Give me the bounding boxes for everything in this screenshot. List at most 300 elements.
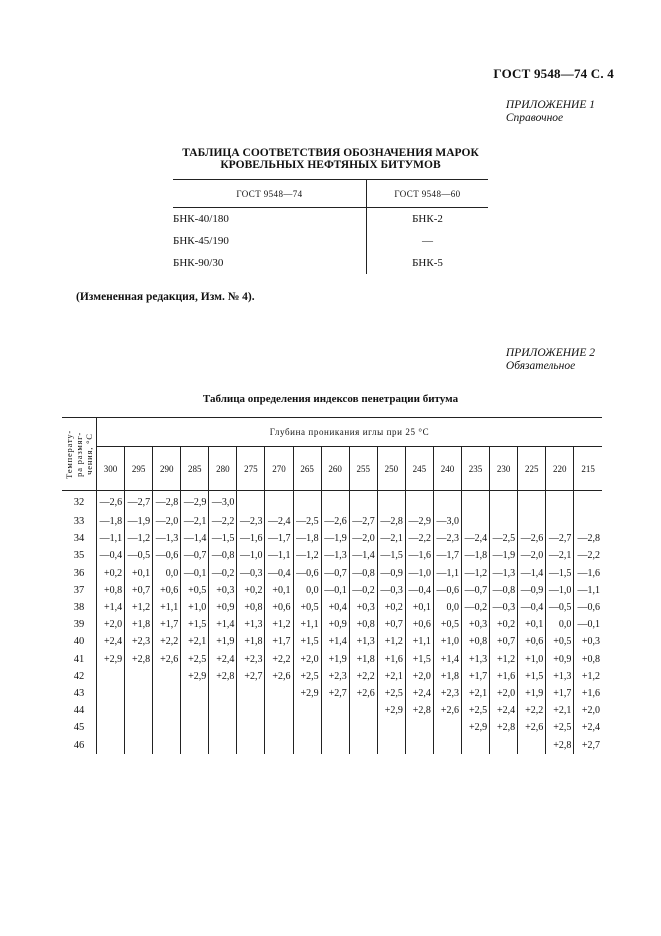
index-cell: +2,8 [546,736,574,753]
index-cell [518,736,546,753]
temperature-cell: 38 [62,599,97,616]
index-cell: +1,9 [209,633,237,650]
index-cell: +2,5 [377,685,405,702]
index-cell: —1,9 [490,547,518,564]
index-cell [209,719,237,736]
index-cell: 0,0 [433,599,461,616]
index-cell [349,491,377,514]
index-cell: +1,5 [405,651,433,668]
index-cell [97,719,125,736]
index-cell: —1,4 [181,530,209,547]
index-cell [237,702,265,719]
index-cell: +0,6 [265,599,293,616]
index-cell [293,491,321,514]
index-cell: +2,5 [546,719,574,736]
index-cell: —0,5 [125,547,153,564]
index-cell: —1,8 [97,513,125,530]
index-cell: +1,4 [97,599,125,616]
index-cell: —1,5 [209,530,237,547]
depth-column-header: 240 [433,447,461,491]
index-cell: +2,8 [490,719,518,736]
index-cell: +0,8 [237,599,265,616]
index-cell [153,719,181,736]
table-2-header-row [62,418,602,447]
index-cell: —2,4 [462,530,490,547]
temperature-cell: 37 [62,582,97,599]
index-cell: —0,6 [433,582,461,599]
table-2-body [62,491,602,754]
index-cell: —1,0 [405,565,433,582]
index-cell: +0,7 [490,633,518,650]
table-row [173,252,488,274]
depth-column-header: 225 [518,447,546,491]
index-cell: +2,5 [462,702,490,719]
index-cell: +1,9 [321,651,349,668]
index-cell: —1,2 [293,547,321,564]
index-cell: +1,6 [377,651,405,668]
index-cell: +2,1 [181,633,209,650]
index-cell: —0,4 [405,582,433,599]
index-cell: —2,6 [97,491,125,514]
index-cell: +2,9 [181,668,209,685]
index-cell: +0,2 [377,599,405,616]
amendment-note: (Измененная редакция, Изм. № 4). [76,291,255,303]
index-cell: +0,2 [237,582,265,599]
index-cell: —2,1 [377,530,405,547]
index-cell: +1,8 [433,668,461,685]
index-cell [97,668,125,685]
index-cell: +0,6 [153,582,181,599]
index-cell [462,491,490,514]
index-cell: —0,9 [377,565,405,582]
index-cell: +2,9 [293,685,321,702]
temperature-cell: 35 [62,547,97,564]
index-cell: —1,3 [153,530,181,547]
appendix-2-kind: Обязательное [505,360,576,372]
appendix-1-label: ПРИЛОЖЕНИЕ 1 [505,99,595,111]
index-cell [153,702,181,719]
table-row [62,668,602,685]
index-cell: —1,1 [265,547,293,564]
index-cell: —2,5 [490,530,518,547]
table-1-col-1-header: ГОСТ 9548—74 [173,180,367,208]
index-cell: —2,8 [377,513,405,530]
index-cell: +1,1 [405,633,433,650]
index-cell: —1,6 [237,530,265,547]
index-cell: —2,6 [518,530,546,547]
table-cell: БНК-2 [412,213,443,225]
index-cell [209,685,237,702]
index-cell: —2,9 [181,491,209,514]
index-cell: +1,2 [574,668,602,685]
index-cell [490,736,518,753]
index-cell: —0,5 [546,599,574,616]
index-cell: +1,2 [377,633,405,650]
index-cell: +1,6 [574,685,602,702]
index-cell: —2,0 [518,547,546,564]
index-cell: +2,0 [97,616,125,633]
index-cell [293,702,321,719]
temperature-cell: 36 [62,565,97,582]
index-cell [321,702,349,719]
index-cell: —1,2 [125,530,153,547]
depth-column-header: 295 [125,447,153,491]
index-cell [97,685,125,702]
appendix-1-kind: Справочное [505,112,564,124]
index-cell: +2,2 [349,668,377,685]
document-reference: ГОСТ 9548—74 С. 4 [493,66,614,81]
index-cell: —0,4 [97,547,125,564]
index-cell: +1,5 [293,633,321,650]
index-cell: +2,1 [462,685,490,702]
index-cell: +1,2 [265,616,293,633]
index-cell: —2,0 [349,530,377,547]
index-cell [237,719,265,736]
index-cell: —2,6 [321,513,349,530]
depth-column-header: 215 [574,447,602,491]
index-cell: +0,8 [97,582,125,599]
index-cell: +2,2 [153,633,181,650]
index-cell: +1,1 [153,599,181,616]
index-cell [377,491,405,514]
index-cell [153,668,181,685]
index-cell: +2,8 [125,651,153,668]
depth-column-header: 270 [265,447,293,491]
temperature-cell: 42 [62,668,97,685]
index-cell: +2,7 [321,685,349,702]
table-1-title-line-2: КРОВЕЛЬНЫХ НЕФТЯНЫХ БИТУМОВ [220,159,441,171]
index-cell: —1,8 [293,530,321,547]
table-cell: — [422,235,433,247]
depth-column-header: 250 [377,447,405,491]
index-cell [377,736,405,753]
index-cell: +1,7 [462,668,490,685]
index-cell [574,491,602,514]
index-cell [321,491,349,514]
index-cell: +0,5 [293,599,321,616]
index-cell [433,719,461,736]
index-cell: +2,6 [265,668,293,685]
index-cell: —1,4 [518,565,546,582]
table-cell: БНК-90/30 [173,252,367,274]
index-cell: —1,3 [321,547,349,564]
index-cell [546,513,574,530]
depth-header: Глубина проникания иглы при 25 °С [97,418,603,447]
index-cell: —2,7 [125,491,153,514]
temperature-cell: 43 [62,685,97,702]
index-cell: +2,9 [462,719,490,736]
index-cell: +2,5 [181,651,209,668]
depth-column-header: 300 [97,447,125,491]
table-row [62,513,602,530]
depth-column-header: 255 [349,447,377,491]
index-cell: —0,9 [518,582,546,599]
index-cell: +0,8 [462,633,490,650]
index-cell: —0,3 [237,565,265,582]
index-cell [237,491,265,514]
index-cell: —2,8 [153,491,181,514]
index-cell [405,491,433,514]
index-cell: —1,4 [349,547,377,564]
index-cell: —0,7 [462,582,490,599]
temperature-header-text: Температу- ра размяг- чения, °С [64,429,94,479]
index-cell [462,513,490,530]
index-cell [181,719,209,736]
index-cell: —2,9 [405,513,433,530]
index-cell: +0,4 [321,599,349,616]
index-cell: +1,3 [462,651,490,668]
index-cell: —1,6 [574,565,602,582]
index-cell [518,513,546,530]
index-cell: —2,8 [574,530,602,547]
appendix-2-label: ПРИЛОЖЕНИЕ 2 [505,347,595,359]
temperature-cell: 41 [62,651,97,668]
index-cell [181,685,209,702]
table-row [62,491,602,514]
index-cell: +1,3 [349,633,377,650]
table-1-title-line-1: ТАБЛИЦА СООТВЕТСТВИЯ ОБОЗНАЧЕНИЯ МАРОК [182,147,479,159]
index-cell: +1,0 [433,633,461,650]
index-cell: —2,5 [293,513,321,530]
index-cell: —1,0 [237,547,265,564]
index-cell: 0,0 [546,616,574,633]
index-cell [125,719,153,736]
index-cell [125,736,153,753]
index-cell: —2,2 [209,513,237,530]
table-1-title [0,147,661,171]
index-cell: +0,1 [405,599,433,616]
index-cell: +1,4 [321,633,349,650]
index-cell: —2,7 [546,530,574,547]
index-cell: +0,9 [546,651,574,668]
brand-correspondence-table [173,179,488,274]
index-cell: +1,8 [237,633,265,650]
index-cell: +2,3 [237,651,265,668]
depth-column-header: 275 [237,447,265,491]
depth-column-header: 245 [405,447,433,491]
index-cell: +2,7 [237,668,265,685]
table-row [62,530,602,547]
index-cell [237,736,265,753]
index-cell: +0,1 [518,616,546,633]
index-cell: +2,5 [293,668,321,685]
index-cell: —1,3 [490,565,518,582]
index-cell: +2,1 [546,702,574,719]
index-cell: +2,0 [293,651,321,668]
index-cell [237,685,265,702]
index-cell: +0,3 [462,616,490,633]
index-cell: +1,8 [125,616,153,633]
index-cell: —1,1 [574,582,602,599]
index-cell: +0,7 [377,616,405,633]
index-cell: +0,6 [518,633,546,650]
table-row [62,582,602,599]
table-row [62,702,602,719]
index-cell: +2,4 [97,633,125,650]
table-row [62,599,602,616]
index-cell: +2,0 [490,685,518,702]
index-cell: +0,2 [490,616,518,633]
table-cell: БНК-5 [412,257,443,269]
index-cell: +0,3 [574,633,602,650]
index-cell [349,736,377,753]
index-cell: —0,7 [181,547,209,564]
index-cell: —0,4 [265,565,293,582]
index-cell: +0,2 [97,565,125,582]
index-cell: —0,1 [321,582,349,599]
index-cell [153,736,181,753]
index-cell: +2,4 [405,685,433,702]
index-cell [349,702,377,719]
appendix-2-heading [506,347,595,373]
table-row [62,736,602,753]
table-row [62,547,602,564]
index-cell: +1,5 [181,616,209,633]
temperature-cell: 45 [62,719,97,736]
index-cell: +0,5 [433,616,461,633]
index-cell: +0,3 [349,599,377,616]
index-cell: +0,5 [181,582,209,599]
index-cell [546,491,574,514]
index-cell: +2,3 [433,685,461,702]
index-cell: +2,1 [377,668,405,685]
index-cell [125,668,153,685]
index-cell [321,719,349,736]
index-cell: —1,1 [433,565,461,582]
table-row [173,230,488,252]
index-cell: +1,7 [265,633,293,650]
temperature-cell: 46 [62,736,97,753]
index-cell: —1,7 [433,547,461,564]
index-cell: +2,8 [209,668,237,685]
index-cell: +2,2 [518,702,546,719]
index-cell: +2,2 [265,651,293,668]
index-cell: +1,3 [237,616,265,633]
index-cell: —1,9 [125,513,153,530]
index-cell: +1,8 [349,651,377,668]
table-row [62,651,602,668]
table-row [62,616,602,633]
index-cell: +2,0 [405,668,433,685]
index-cell: +2,7 [574,736,602,753]
index-cell: +0,6 [405,616,433,633]
index-cell [97,736,125,753]
index-cell [321,736,349,753]
index-cell [265,491,293,514]
index-cell [490,513,518,530]
index-cell: +1,0 [181,599,209,616]
index-cell [405,736,433,753]
index-cell: +1,3 [546,668,574,685]
table-cell: БНК-40/180 [173,208,367,231]
index-cell: +2,3 [321,668,349,685]
index-cell: —0,1 [181,565,209,582]
index-cell [125,685,153,702]
depth-values-row [62,447,602,491]
index-cell: +2,6 [349,685,377,702]
index-cell: +2,9 [377,702,405,719]
index-cell: +2,8 [405,702,433,719]
index-cell: +2,6 [518,719,546,736]
index-cell: —2,2 [405,530,433,547]
index-cell: —2,1 [181,513,209,530]
table-1-header-row [173,180,488,208]
index-cell: —0,6 [293,565,321,582]
depth-column-header: 285 [181,447,209,491]
temperature-cell: 33 [62,513,97,530]
penetration-index-table [62,417,602,754]
index-cell: +0,3 [209,582,237,599]
table-2-title: Таблица определения индексов пенетрации битума [202,393,459,405]
index-cell: —2,4 [265,513,293,530]
index-cell [462,736,490,753]
index-cell: +0,1 [265,582,293,599]
table-row [62,565,602,582]
index-cell: +0,1 [125,565,153,582]
index-cell [293,736,321,753]
index-cell: —2,7 [349,513,377,530]
index-cell [153,685,181,702]
table-row [62,633,602,650]
index-cell: —1,9 [321,530,349,547]
index-cell [293,719,321,736]
index-cell: +1,1 [293,616,321,633]
table-cell: БНК-45/190 [173,230,367,252]
index-cell: +0,9 [209,599,237,616]
index-cell [349,719,377,736]
index-cell: —3,0 [433,513,461,530]
index-cell [518,491,546,514]
index-cell: +2,4 [490,702,518,719]
index-cell: —0,6 [153,547,181,564]
index-cell: —0,6 [574,599,602,616]
index-cell: —0,3 [377,582,405,599]
index-cell: +2,3 [125,633,153,650]
appendix-1-heading [506,99,595,125]
depth-column-header: 230 [490,447,518,491]
index-cell [433,736,461,753]
index-cell [405,719,433,736]
depth-column-header: 280 [209,447,237,491]
index-cell: —0,4 [518,599,546,616]
index-cell: 0,0 [153,565,181,582]
depth-column-header: 265 [293,447,321,491]
index-cell: +1,4 [433,651,461,668]
index-cell [181,736,209,753]
index-cell [574,513,602,530]
index-cell: —1,1 [97,530,125,547]
index-cell: +0,5 [546,633,574,650]
index-cell: +1,2 [490,651,518,668]
table-row [62,719,602,736]
index-cell: +2,4 [574,719,602,736]
index-cell: —0,8 [490,582,518,599]
index-cell: —1,6 [405,547,433,564]
index-cell: +1,7 [546,685,574,702]
index-cell [209,702,237,719]
index-cell [209,736,237,753]
index-cell: —2,3 [237,513,265,530]
temperature-cell: 44 [62,702,97,719]
index-cell: —0,2 [209,565,237,582]
index-cell: +0,8 [574,651,602,668]
index-cell: +2,0 [574,702,602,719]
index-cell: —0,7 [321,565,349,582]
temperature-cell: 34 [62,530,97,547]
index-cell: —0,2 [462,599,490,616]
index-cell: +1,5 [518,668,546,685]
index-cell: —2,1 [546,547,574,564]
